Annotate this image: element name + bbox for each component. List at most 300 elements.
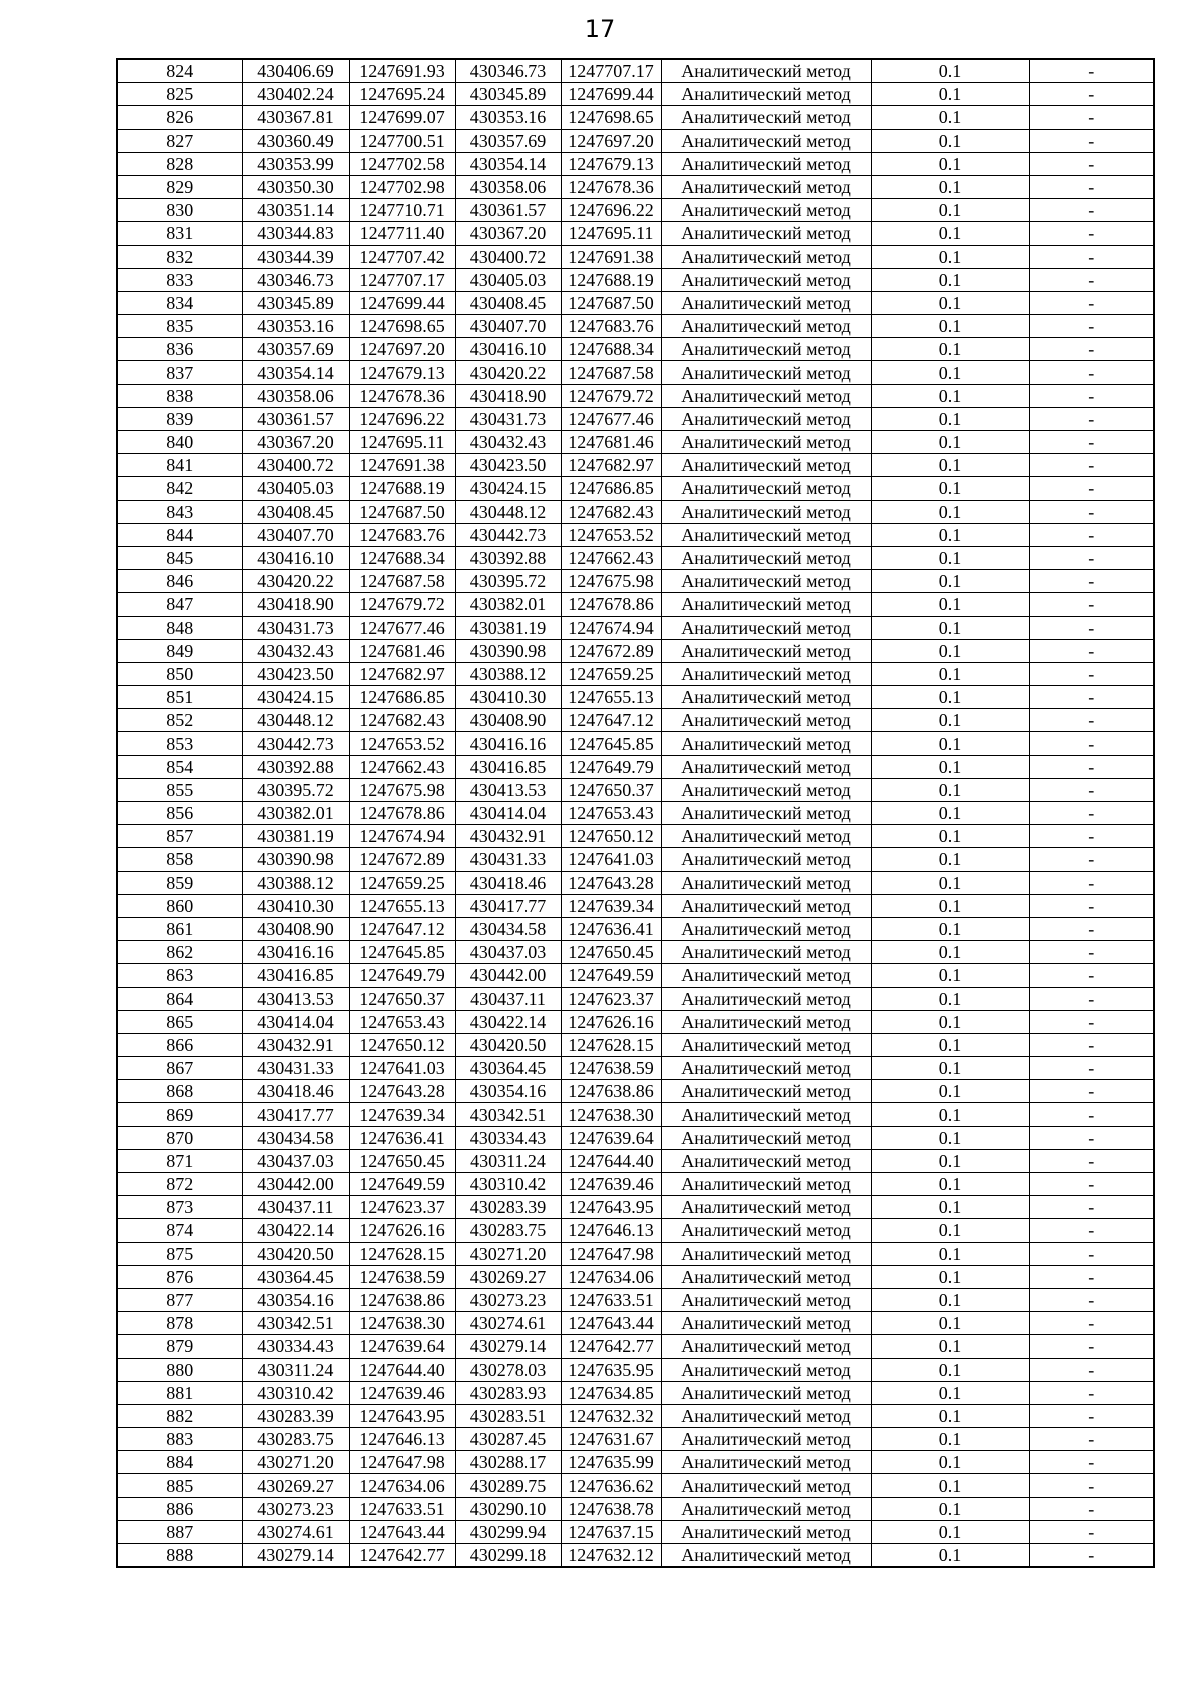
point-number-cell: 830 [117, 199, 242, 222]
accuracy-cell: 0.1 [871, 1404, 1029, 1427]
note-cell: - [1029, 1497, 1154, 1520]
y2-cell: 1247682.97 [561, 454, 661, 477]
x2-cell: 430392.88 [455, 546, 561, 569]
method-cell: Аналитический метод [661, 593, 871, 616]
x2-cell: 430354.16 [455, 1080, 561, 1103]
accuracy-cell: 0.1 [871, 59, 1029, 83]
x1-cell: 430423.50 [242, 662, 349, 685]
x1-cell: 430416.16 [242, 941, 349, 964]
point-number-cell: 829 [117, 175, 242, 198]
point-number-cell: 887 [117, 1520, 242, 1543]
x2-cell: 430357.69 [455, 129, 561, 152]
x1-cell: 430431.73 [242, 616, 349, 639]
x2-cell: 430334.43 [455, 1126, 561, 1149]
accuracy-cell: 0.1 [871, 987, 1029, 1010]
note-cell: - [1029, 384, 1154, 407]
table-row [117, 1242, 1154, 1265]
accuracy-cell: 0.1 [871, 871, 1029, 894]
x2-cell: 430283.51 [455, 1404, 561, 1427]
point-number-cell: 882 [117, 1404, 242, 1427]
accuracy-cell: 0.1 [871, 199, 1029, 222]
note-cell: - [1029, 848, 1154, 871]
y2-cell: 1247679.13 [561, 152, 661, 175]
y1-cell: 1247638.30 [349, 1312, 455, 1335]
note-cell: - [1029, 1080, 1154, 1103]
point-number-cell: 825 [117, 83, 242, 106]
point-number-cell: 856 [117, 802, 242, 825]
x1-cell: 430400.72 [242, 454, 349, 477]
point-number-cell: 827 [117, 129, 242, 152]
accuracy-cell: 0.1 [871, 384, 1029, 407]
method-cell: Аналитический метод [661, 639, 871, 662]
table-row [117, 616, 1154, 639]
table-row [117, 384, 1154, 407]
note-cell: - [1029, 1196, 1154, 1219]
accuracy-cell: 0.1 [871, 1196, 1029, 1219]
note-cell: - [1029, 268, 1154, 291]
note-cell: - [1029, 407, 1154, 430]
note-cell: - [1029, 523, 1154, 546]
y2-cell: 1247632.12 [561, 1544, 661, 1568]
x2-cell: 430283.93 [455, 1381, 561, 1404]
method-cell: Аналитический метод [661, 431, 871, 454]
note-cell: - [1029, 570, 1154, 593]
accuracy-cell: 0.1 [871, 1520, 1029, 1543]
y2-cell: 1247643.95 [561, 1196, 661, 1219]
note-cell: - [1029, 152, 1154, 175]
accuracy-cell: 0.1 [871, 523, 1029, 546]
x2-cell: 430342.51 [455, 1103, 561, 1126]
accuracy-cell: 0.1 [871, 825, 1029, 848]
x1-cell: 430350.30 [242, 175, 349, 198]
method-cell: Аналитический метод [661, 1544, 871, 1568]
accuracy-cell: 0.1 [871, 917, 1029, 940]
method-cell: Аналитический метод [661, 1057, 871, 1080]
y2-cell: 1247683.76 [561, 315, 661, 338]
y2-cell: 1247653.43 [561, 802, 661, 825]
accuracy-cell: 0.1 [871, 431, 1029, 454]
point-number-cell: 875 [117, 1242, 242, 1265]
x2-cell: 430279.14 [455, 1335, 561, 1358]
point-number-cell: 878 [117, 1312, 242, 1335]
accuracy-cell: 0.1 [871, 778, 1029, 801]
method-cell: Аналитический метод [661, 802, 871, 825]
method-cell: Аналитический метод [661, 1358, 871, 1381]
note-cell: - [1029, 917, 1154, 940]
table-row [117, 1358, 1154, 1381]
x1-cell: 430442.73 [242, 732, 349, 755]
table-row [117, 431, 1154, 454]
accuracy-cell: 0.1 [871, 1335, 1029, 1358]
note-cell: - [1029, 639, 1154, 662]
table-row [117, 1544, 1154, 1568]
point-number-cell: 828 [117, 152, 242, 175]
x2-cell: 430442.00 [455, 964, 561, 987]
x1-cell: 430405.03 [242, 477, 349, 500]
note-cell: - [1029, 1335, 1154, 1358]
table-body [117, 59, 1154, 1567]
y1-cell: 1247626.16 [349, 1219, 455, 1242]
table-row [117, 546, 1154, 569]
method-cell: Аналитический метод [661, 268, 871, 291]
table-row [117, 570, 1154, 593]
accuracy-cell: 0.1 [871, 894, 1029, 917]
table-row [117, 941, 1154, 964]
method-cell: Аналитический метод [661, 1010, 871, 1033]
method-cell: Аналитический метод [661, 616, 871, 639]
y1-cell: 1247683.76 [349, 523, 455, 546]
y1-cell: 1247681.46 [349, 639, 455, 662]
accuracy-cell: 0.1 [871, 755, 1029, 778]
y2-cell: 1247631.67 [561, 1428, 661, 1451]
table-row [117, 106, 1154, 129]
y1-cell: 1247638.59 [349, 1265, 455, 1288]
y2-cell: 1247638.86 [561, 1080, 661, 1103]
method-cell: Аналитический метод [661, 1265, 871, 1288]
accuracy-cell: 0.1 [871, 1265, 1029, 1288]
y1-cell: 1247682.43 [349, 709, 455, 732]
x2-cell: 430448.12 [455, 500, 561, 523]
y2-cell: 1247682.43 [561, 500, 661, 523]
accuracy-cell: 0.1 [871, 245, 1029, 268]
method-cell: Аналитический метод [661, 755, 871, 778]
x2-cell: 430413.53 [455, 778, 561, 801]
note-cell: - [1029, 454, 1154, 477]
note-cell: - [1029, 83, 1154, 106]
accuracy-cell: 0.1 [871, 268, 1029, 291]
y1-cell: 1247641.03 [349, 1057, 455, 1080]
point-number-cell: 870 [117, 1126, 242, 1149]
accuracy-cell: 0.1 [871, 152, 1029, 175]
y2-cell: 1247633.51 [561, 1288, 661, 1311]
table-row [117, 245, 1154, 268]
table-row [117, 662, 1154, 685]
y1-cell: 1247623.37 [349, 1196, 455, 1219]
x2-cell: 430442.73 [455, 523, 561, 546]
note-cell: - [1029, 755, 1154, 778]
y1-cell: 1247642.77 [349, 1544, 455, 1568]
x1-cell: 430410.30 [242, 894, 349, 917]
point-number-cell: 879 [117, 1335, 242, 1358]
x1-cell: 430344.83 [242, 222, 349, 245]
point-number-cell: 884 [117, 1451, 242, 1474]
note-cell: - [1029, 778, 1154, 801]
method-cell: Аналитический метод [661, 1474, 871, 1497]
method-cell: Аналитический метод [661, 778, 871, 801]
x1-cell: 430424.15 [242, 686, 349, 709]
method-cell: Аналитический метод [661, 500, 871, 523]
accuracy-cell: 0.1 [871, 338, 1029, 361]
accuracy-cell: 0.1 [871, 1010, 1029, 1033]
x1-cell: 430416.10 [242, 546, 349, 569]
accuracy-cell: 0.1 [871, 1428, 1029, 1451]
x1-cell: 430382.01 [242, 802, 349, 825]
table-row [117, 1103, 1154, 1126]
x1-cell: 430442.00 [242, 1173, 349, 1196]
y2-cell: 1247687.50 [561, 291, 661, 314]
y2-cell: 1247647.12 [561, 709, 661, 732]
x2-cell: 430407.70 [455, 315, 561, 338]
note-cell: - [1029, 1033, 1154, 1056]
point-number-cell: 851 [117, 686, 242, 709]
y1-cell: 1247662.43 [349, 755, 455, 778]
method-cell: Аналитический метод [661, 848, 871, 871]
method-cell: Аналитический метод [661, 987, 871, 1010]
y1-cell: 1247702.98 [349, 175, 455, 198]
point-number-cell: 883 [117, 1428, 242, 1451]
method-cell: Аналитический метод [661, 59, 871, 83]
point-number-cell: 852 [117, 709, 242, 732]
accuracy-cell: 0.1 [871, 175, 1029, 198]
table-row [117, 1381, 1154, 1404]
method-cell: Аналитический метод [661, 477, 871, 500]
accuracy-cell: 0.1 [871, 639, 1029, 662]
method-cell: Аналитический метод [661, 1080, 871, 1103]
table-row [117, 917, 1154, 940]
method-cell: Аналитический метод [661, 1126, 871, 1149]
note-cell: - [1029, 732, 1154, 755]
table-row [117, 338, 1154, 361]
x1-cell: 430269.27 [242, 1474, 349, 1497]
y1-cell: 1247698.65 [349, 315, 455, 338]
y1-cell: 1247710.71 [349, 199, 455, 222]
y2-cell: 1247645.85 [561, 732, 661, 755]
point-number-cell: 826 [117, 106, 242, 129]
point-number-cell: 877 [117, 1288, 242, 1311]
y2-cell: 1247679.72 [561, 384, 661, 407]
note-cell: - [1029, 1126, 1154, 1149]
accuracy-cell: 0.1 [871, 662, 1029, 685]
y1-cell: 1247688.19 [349, 477, 455, 500]
table-row [117, 129, 1154, 152]
method-cell: Аналитический метод [661, 871, 871, 894]
table-row [117, 987, 1154, 1010]
method-cell: Аналитический метод [661, 361, 871, 384]
x2-cell: 430367.20 [455, 222, 561, 245]
y2-cell: 1247695.11 [561, 222, 661, 245]
y1-cell: 1247686.85 [349, 686, 455, 709]
note-cell: - [1029, 1288, 1154, 1311]
accuracy-cell: 0.1 [871, 407, 1029, 430]
point-number-cell: 853 [117, 732, 242, 755]
y1-cell: 1247691.38 [349, 454, 455, 477]
note-cell: - [1029, 987, 1154, 1010]
x2-cell: 430361.57 [455, 199, 561, 222]
method-cell: Аналитический метод [661, 1288, 871, 1311]
note-cell: - [1029, 709, 1154, 732]
note-cell: - [1029, 686, 1154, 709]
point-number-cell: 836 [117, 338, 242, 361]
point-number-cell: 865 [117, 1010, 242, 1033]
y2-cell: 1247674.94 [561, 616, 661, 639]
y1-cell: 1247643.28 [349, 1080, 455, 1103]
y1-cell: 1247699.44 [349, 291, 455, 314]
method-cell: Аналитический метод [661, 894, 871, 917]
y2-cell: 1247688.19 [561, 268, 661, 291]
note-cell: - [1029, 1404, 1154, 1427]
table-row [117, 778, 1154, 801]
note-cell: - [1029, 1544, 1154, 1568]
accuracy-cell: 0.1 [871, 361, 1029, 384]
x1-cell: 430353.99 [242, 152, 349, 175]
y2-cell: 1247632.32 [561, 1404, 661, 1427]
point-number-cell: 846 [117, 570, 242, 593]
y1-cell: 1247702.58 [349, 152, 455, 175]
x2-cell: 430299.94 [455, 1520, 561, 1543]
x2-cell: 430417.77 [455, 894, 561, 917]
x2-cell: 430345.89 [455, 83, 561, 106]
accuracy-cell: 0.1 [871, 1381, 1029, 1404]
x1-cell: 430274.61 [242, 1520, 349, 1543]
x2-cell: 430288.17 [455, 1451, 561, 1474]
point-number-cell: 857 [117, 825, 242, 848]
point-number-cell: 862 [117, 941, 242, 964]
x1-cell: 430351.14 [242, 199, 349, 222]
y2-cell: 1247636.41 [561, 917, 661, 940]
note-cell: - [1029, 1520, 1154, 1543]
x2-cell: 430269.27 [455, 1265, 561, 1288]
accuracy-cell: 0.1 [871, 454, 1029, 477]
x2-cell: 430424.15 [455, 477, 561, 500]
x2-cell: 430395.72 [455, 570, 561, 593]
y1-cell: 1247638.86 [349, 1288, 455, 1311]
x2-cell: 430358.06 [455, 175, 561, 198]
point-number-cell: 834 [117, 291, 242, 314]
y1-cell: 1247639.46 [349, 1381, 455, 1404]
method-cell: Аналитический метод [661, 1381, 871, 1404]
y1-cell: 1247643.44 [349, 1520, 455, 1543]
y2-cell: 1247686.85 [561, 477, 661, 500]
point-number-cell: 848 [117, 616, 242, 639]
y2-cell: 1247642.77 [561, 1335, 661, 1358]
table-row [117, 825, 1154, 848]
table-row [117, 593, 1154, 616]
point-number-cell: 845 [117, 546, 242, 569]
point-number-cell: 824 [117, 59, 242, 83]
y1-cell: 1247674.94 [349, 825, 455, 848]
table-row [117, 454, 1154, 477]
x2-cell: 430423.50 [455, 454, 561, 477]
table-row [117, 1033, 1154, 1056]
y1-cell: 1247697.20 [349, 338, 455, 361]
accuracy-cell: 0.1 [871, 291, 1029, 314]
accuracy-cell: 0.1 [871, 964, 1029, 987]
y2-cell: 1247638.78 [561, 1497, 661, 1520]
x1-cell: 430413.53 [242, 987, 349, 1010]
note-cell: - [1029, 106, 1154, 129]
x1-cell: 430273.23 [242, 1497, 349, 1520]
method-cell: Аналитический метод [661, 245, 871, 268]
point-number-cell: 838 [117, 384, 242, 407]
y2-cell: 1247628.15 [561, 1033, 661, 1056]
note-cell: - [1029, 1474, 1154, 1497]
y2-cell: 1247637.15 [561, 1520, 661, 1543]
accuracy-cell: 0.1 [871, 1474, 1029, 1497]
table-row [117, 315, 1154, 338]
note-cell: - [1029, 941, 1154, 964]
x2-cell: 430273.23 [455, 1288, 561, 1311]
point-number-cell: 876 [117, 1265, 242, 1288]
point-number-cell: 888 [117, 1544, 242, 1568]
x1-cell: 430357.69 [242, 338, 349, 361]
table-row [117, 1520, 1154, 1543]
y1-cell: 1247695.11 [349, 431, 455, 454]
x2-cell: 430420.22 [455, 361, 561, 384]
method-cell: Аналитический метод [661, 315, 871, 338]
y1-cell: 1247644.40 [349, 1358, 455, 1381]
y1-cell: 1247700.51 [349, 129, 455, 152]
x1-cell: 430418.90 [242, 593, 349, 616]
x2-cell: 430310.42 [455, 1173, 561, 1196]
y2-cell: 1247650.37 [561, 778, 661, 801]
accuracy-cell: 0.1 [871, 129, 1029, 152]
method-cell: Аналитический метод [661, 686, 871, 709]
y1-cell: 1247707.42 [349, 245, 455, 268]
note-cell: - [1029, 1219, 1154, 1242]
y1-cell: 1247695.24 [349, 83, 455, 106]
x2-cell: 430416.10 [455, 338, 561, 361]
note-cell: - [1029, 245, 1154, 268]
x2-cell: 430381.19 [455, 616, 561, 639]
point-number-cell: 881 [117, 1381, 242, 1404]
accuracy-cell: 0.1 [871, 709, 1029, 732]
x2-cell: 430422.14 [455, 1010, 561, 1033]
x1-cell: 430354.14 [242, 361, 349, 384]
method-cell: Аналитический метод [661, 1033, 871, 1056]
x2-cell: 430283.39 [455, 1196, 561, 1219]
x1-cell: 430279.14 [242, 1544, 349, 1568]
x1-cell: 430437.11 [242, 1196, 349, 1219]
note-cell: - [1029, 477, 1154, 500]
table-row [117, 291, 1154, 314]
method-cell: Аналитический метод [661, 1520, 871, 1543]
note-cell: - [1029, 291, 1154, 314]
accuracy-cell: 0.1 [871, 1288, 1029, 1311]
point-number-cell: 874 [117, 1219, 242, 1242]
point-number-cell: 840 [117, 431, 242, 454]
x1-cell: 430422.14 [242, 1219, 349, 1242]
y1-cell: 1247678.36 [349, 384, 455, 407]
point-number-cell: 859 [117, 871, 242, 894]
x1-cell: 430437.03 [242, 1149, 349, 1172]
x2-cell: 430414.04 [455, 802, 561, 825]
y1-cell: 1247646.13 [349, 1428, 455, 1451]
y1-cell: 1247649.59 [349, 1173, 455, 1196]
y1-cell: 1247649.79 [349, 964, 455, 987]
table-row [117, 59, 1154, 83]
point-number-cell: 837 [117, 361, 242, 384]
x1-cell: 430360.49 [242, 129, 349, 152]
accuracy-cell: 0.1 [871, 1497, 1029, 1520]
point-number-cell: 868 [117, 1080, 242, 1103]
accuracy-cell: 0.1 [871, 1219, 1029, 1242]
x2-cell: 430437.03 [455, 941, 561, 964]
method-cell: Аналитический метод [661, 1242, 871, 1265]
x2-cell: 430388.12 [455, 662, 561, 685]
method-cell: Аналитический метод [661, 1497, 871, 1520]
accuracy-cell: 0.1 [871, 1126, 1029, 1149]
x1-cell: 430361.57 [242, 407, 349, 430]
note-cell: - [1029, 964, 1154, 987]
x1-cell: 430432.91 [242, 1033, 349, 1056]
point-number-cell: 861 [117, 917, 242, 940]
y1-cell: 1247679.13 [349, 361, 455, 384]
y2-cell: 1247675.98 [561, 570, 661, 593]
x2-cell: 430353.16 [455, 106, 561, 129]
point-number-cell: 869 [117, 1103, 242, 1126]
x1-cell: 430344.39 [242, 245, 349, 268]
method-cell: Аналитический метод [661, 152, 871, 175]
